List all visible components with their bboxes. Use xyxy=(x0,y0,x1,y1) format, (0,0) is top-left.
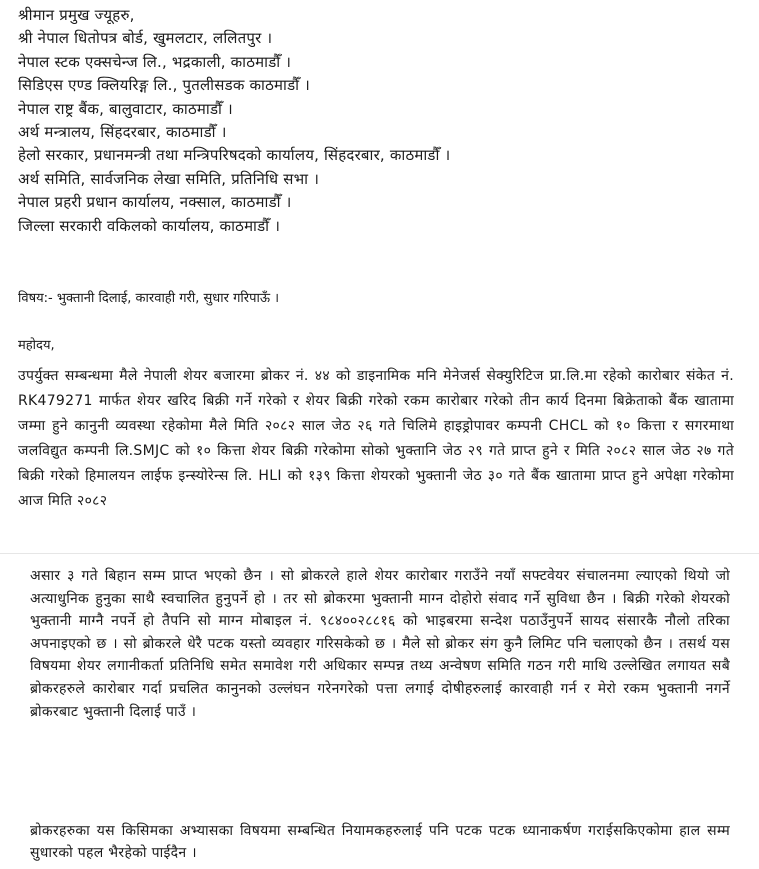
recipient-line: नेपाल प्रहरी प्रधान कार्यालय, नक्साल, काठमाडौँ । xyxy=(18,193,292,212)
recipient-line: नेपाल राष्ट्र बैंक, बालुवाटार, काठमाडौँ । xyxy=(18,99,233,118)
recipient-line: अर्थ मन्त्रालय, सिंहदरबार, काठमाडौँ । xyxy=(18,123,227,142)
body-paragraph-1: उपर्युक्त सम्बन्धमा मैले नेपाली शेयर बजारमा ब्रोकर नं. ४४ को डाइनामिक मनि मेनेजर्स सेक्युरिटिज प्रा.लि.मा रहेको कारोबार संकेत नं. RK479271 मार्फत शेयर खरिद बिक्री गर्ने गरेको र शेयर बिक्री गरेको रकम कारोबार गरेको तीन कार्य दिनमा बिक्रेताको बैंक खातामा जम्मा हुने कानुनी व्यवस्था रहेकोमा मैले मिति २०८२ साल जेठ २६ गते चिलिमे हाइड्रोपावर कम्पनी CHCL को १० कित्ता र सगरमाथा जलविद्युत कम्पनी लि.SMJC को १० कित्ता शेयर बिक्री गरेकोमा सोको भुक्तानि जेठ २९ गते प्राप्त हुने र मिति २०८२ साल जेठ २७ गते बिक्री गरेको हिमालयन लाईफ इन्स्योरेन्स लि. HLI को १३९ कित्ता शेयरको भुक्तानी जेठ ३० गते बैंक खातामा प्राप्त हुने अपेक्षा गरेकोमा आज मिति २०८२ xyxy=(18,368,734,509)
subject-line: विषय:- भुक्तानी दिलाई, कारवाही गरी, सुधार गरिपाऊँ । xyxy=(18,291,280,306)
recipient-line: हेलो सरकार, प्रधानमन्त्री तथा मन्त्रिपरिषदको कार्यालय, सिंहदरबार, काठमाडौँ । xyxy=(18,146,451,165)
body-paragraph-2: असार ३ गते बिहान सम्म प्राप्त भएको छैन । सो ब्रोकरले हाले शेयर कारोबार गराउँने नयाँ सफ्टवेयर संचालनमा ल्याएको थियो जो अत्याधुनिक हुनुका साथै स्वचालित हुनुपर्ने हो । तर सो ब्रोकरमा भुक्तानी माग्न दोहोरो संवाद गर्ने सुविधा छैन । बिक्री गरेको शेयरको भुक्तानी माग्नै नपर्ने हो तैपनि सो माग्न मोबाइल नं. ९८४००२८८१६ को भाइबरमा सन्देश पठाउँनुपर्ने सायद संसारकै नौलो तरिका अपनाइएको छ । सो ब्रोकरले धेरै पटक यस्तो व्यवहार गरिसकेको छ । मैले सो ब्रोकर संग कुनै लिमिट पनि चलाएको छैन । तसर्थ यस विषयमा शेयर लगानीकर्ता प्रतिनिधि समेत समावेश गरी अधिकार सम्पन्न तथ्य अन्वेषण समिति गठन गरी माथि उल्लेखित लगायत सबै ब्रोकरहरुले कारोबार गर्दा प्रचलित कानुनको उल्लंघन गरेनगरेको पत्ता लगाई दोषीहरुलाई कारवाही गर्न र मेरो रकम भुक्तानी नगर्ने ब्रोकरबाट भुक्तानी दिलाई पाउँ । xyxy=(30,568,730,720)
recipient-line: श्री नेपाल धितोपत्र बोर्ड, खुमलटार, ललितपुर । xyxy=(18,29,273,48)
scan-seam xyxy=(0,553,759,554)
recipient-line: सिडिएस एण्ड क्लियरिङ्ग लि., पुतलीसडक काठमाडौँ । xyxy=(18,76,311,95)
salutation: महोदय, xyxy=(18,338,55,353)
recipient-list xyxy=(18,4,738,238)
recipient-line: नेपाल स्टक एक्सचेन्ज लि., भद्रकाली, काठमाडौँ । xyxy=(18,52,292,71)
recipient-line: अर्थ समिति, सार्वजनिक लेखा समिति, प्रतिनिधि सभा । xyxy=(18,169,320,188)
body-paragraph-3: ब्रोकरहरुका यस किसिमका अभ्यासका विषयमा सम्बन्धित नियामकहरुलाई पनि पटक पटक ध्यानाकर्षण गराईसकिएकोमा हाल सम्म सुधारको पहल भैरहेको पाईदैन । xyxy=(30,823,730,861)
recipient-line: जिल्ला सरकारी वकिलको कार्यालय, काठमाडौँ । xyxy=(18,216,281,235)
recipient-line: श्रीमान प्रमुख ज्यूहरु, xyxy=(18,6,135,24)
